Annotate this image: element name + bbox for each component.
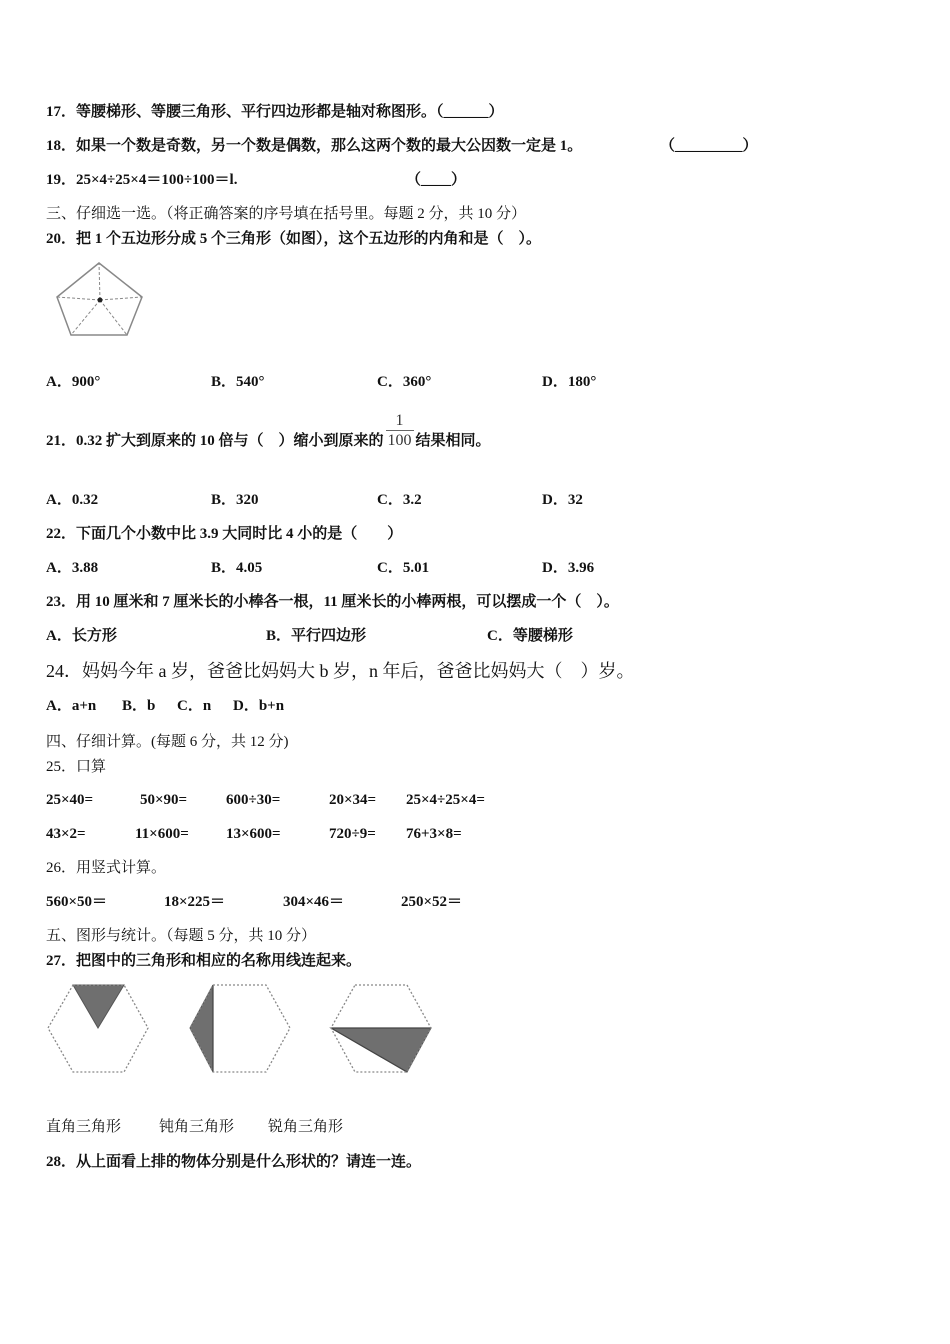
question-19-answer-blank: （____） [406, 172, 467, 188]
hexagon-triangles-figure [40, 978, 440, 1078]
mental-math-item: 76+3×8= [406, 826, 462, 842]
question-22-option-b: B．4.05 [211, 560, 263, 576]
triangle-name-obtuse: 钝角三角形 [159, 1119, 235, 1135]
shaded-obtuse-triangle [190, 985, 213, 1072]
question-24-option-a: A．a+n [46, 698, 97, 714]
question-21-option-a: A．0.32 [46, 492, 99, 508]
triangle-name-acute: 锐角三角形 [268, 1119, 344, 1135]
dashed-line-bottom-left [71, 300, 100, 335]
mental-math-item: 600÷30= [226, 792, 281, 808]
question-24-option-c: C．n [177, 698, 212, 714]
question-25-title: 25．口算 [46, 759, 107, 775]
question-22-option-c: C．5.01 [377, 560, 430, 576]
mental-math-item: 13×600= [226, 826, 281, 842]
question-22-option-d: D．3.96 [542, 560, 595, 576]
question-28-stem: 28．从上面看上排的物体分别是什么形状的？请连一连。 [46, 1154, 422, 1170]
question-23-stem: 23．用 10 厘米和 7 厘米长的小棒各一根，11 厘米长的小棒两根，可以摆成一个（ ）。 [46, 594, 619, 610]
question-21-stem-before: 21．0.32 扩大到原来的 10 倍与（ ）缩小到原来的 [46, 433, 384, 449]
vertical-calc-item: 560×50＝ [46, 894, 108, 910]
question-22-option-a: A．3.88 [46, 560, 99, 576]
hexagon-figure-2 [190, 985, 290, 1072]
triangle-name-right: 直角三角形 [46, 1119, 122, 1135]
mental-math-item: 11×600= [135, 826, 189, 842]
shaded-acute-triangle [73, 985, 124, 1028]
question-24-stem: 24．妈妈今年 a 岁，爸爸比妈妈大 b 岁，n 年后，爸爸比妈妈大（ ）岁。 [46, 661, 635, 681]
vertical-calc-item: 250×52＝ [401, 894, 463, 910]
dashed-line-top [99, 263, 100, 300]
vertical-calc-item: 18×225＝ [164, 894, 226, 910]
question-20-option-d: D．180° [542, 374, 597, 390]
mental-math-item: 25×4÷25×4= [406, 792, 485, 808]
dashed-line-right [100, 297, 142, 300]
hexagon-figure-1 [48, 985, 148, 1072]
fraction-one-hundredth [386, 412, 414, 451]
question-23-option-b: B．平行四边形 [266, 628, 367, 644]
mental-math-item: 20×34= [329, 792, 377, 808]
question-17 [46, 102, 504, 122]
hexagon-figure-3 [331, 985, 431, 1072]
mental-math-item: 25×40= [46, 792, 94, 808]
section-4-heading: 四、仔细计算。(每题 6 分，共 12 分) [46, 734, 289, 750]
section-3-heading: 三、仔细选一选。（将正确答案的序号填在括号里。每题 2 分，共 10 分） [46, 206, 527, 222]
question-22-stem: 22．下面几个小数中比 3.9 大同时比 4 小的是（ ） [46, 526, 403, 542]
question-20-option-b: B．540° [211, 374, 265, 390]
pentagon-center-dot [98, 298, 103, 303]
section-5-heading: 五、图形与统计。（每题 5 分，共 10 分） [46, 928, 317, 944]
pentagon-figure [50, 255, 150, 341]
question-18-answer-blank: （_________） [660, 138, 758, 154]
mental-math-item: 50×90= [140, 792, 188, 808]
question-21-option-d: D．32 [542, 492, 583, 508]
question-21-stem-after: 结果相同。 [415, 433, 491, 449]
question-17-answer-blank: （______） [436, 104, 504, 120]
mental-math-item: 720÷9= [329, 826, 376, 842]
fraction-numerator: 1 [395, 412, 404, 429]
question-21-stem [46, 412, 491, 451]
vertical-calc-item: 304×46＝ [283, 894, 345, 910]
question-24-option-b: B．b [122, 698, 156, 714]
question-23-option-c: C．等腰梯形 [487, 628, 573, 644]
question-20-stem: 20．把 1 个五边形分成 5 个三角形（如图），这个五边形的内角和是（ ）。 [46, 231, 542, 247]
fraction-denominator: 100 [387, 432, 412, 449]
question-21-option-b: B．320 [211, 492, 259, 508]
question-26-title: 26．用竖式计算。 [46, 860, 167, 876]
dashed-line-left [57, 297, 100, 300]
dashed-line-bottom-right [100, 300, 127, 335]
shaded-right-triangle [331, 1028, 431, 1072]
question-21-option-c: C．3.2 [377, 492, 422, 508]
question-20-option-c: C．360° [377, 374, 432, 390]
question-23-option-a: A．长方形 [46, 628, 117, 644]
mental-math-item: 43×2= [46, 826, 86, 842]
question-20-option-a: A．900° [46, 374, 101, 390]
question-27-stem: 27．把图中的三角形和相应的名称用线连起来。 [46, 953, 362, 969]
question-18-text: 18．如果一个数是奇数，另一个数是偶数，那么这两个数的最大公因数一定是 1。 [46, 138, 583, 154]
question-19-text: 19．25×4÷25×4＝100÷100＝l. [46, 172, 238, 188]
question-24-option-d: D．b+n [233, 698, 285, 714]
question-17-text: 17．等腰梯形、等腰三角形、平行四边形都是轴对称图形。 [46, 104, 437, 120]
